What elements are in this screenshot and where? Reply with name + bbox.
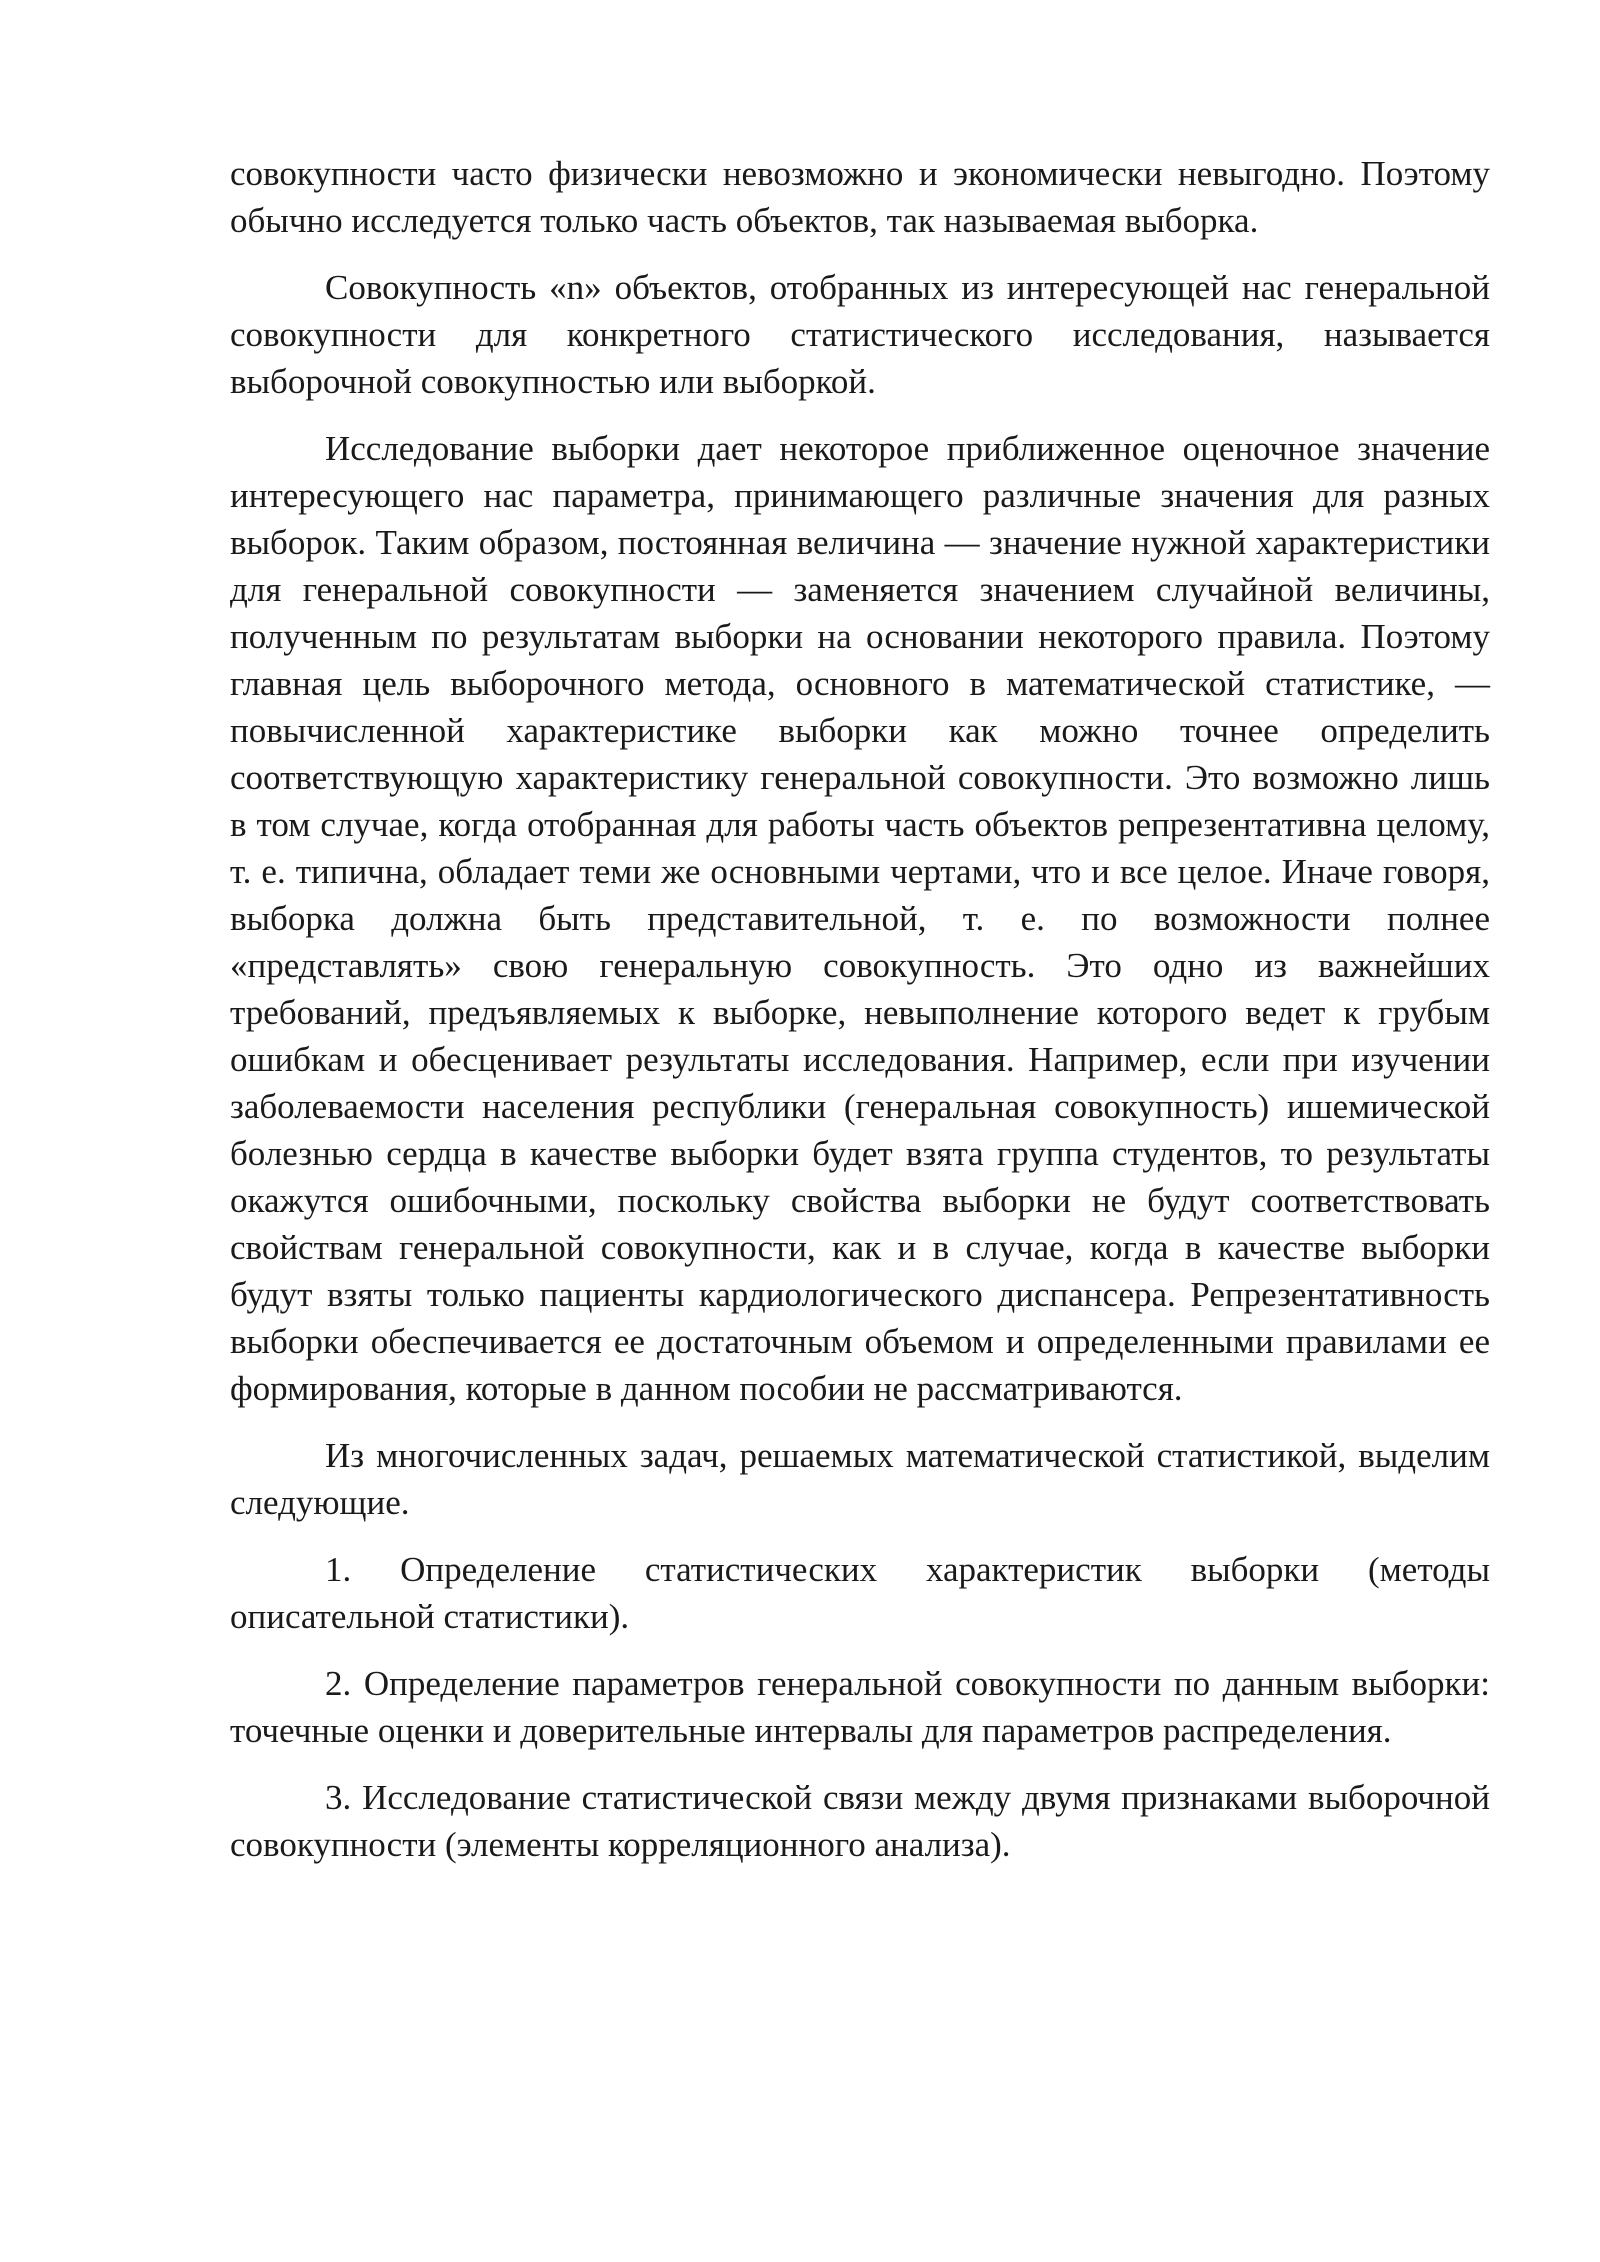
list-item-3: 3. Исследование статистической связи между двумя признаками выборочной совокупности (элементы корреляционного анализа). xyxy=(230,1778,1490,1864)
paragraph-sample-definition: Совокупность «n» объектов, отобранных из интересующей нас генеральной совокупности для конкретного статистического исследования, называется выборочной совокупностью или выборкой. xyxy=(230,268,1490,401)
list-item-2: 2. Определение параметров генеральной совокупности по данным выборки: точечные оценки и доверительные интервалы для параметров распределения. xyxy=(230,1664,1490,1750)
paragraph-continuation: совокупности часто физически невозможно и экономически невыгодно. Поэтому обычно исследуется только часть объектов, так называемая выборка. xyxy=(230,154,1490,240)
paragraph-sample-study: Исследование выборки дает некоторое приближенное оценочное значение интересующего нас параметра, принимающего различные значения для разных выборок. Таким образом, постоянная величина — значение нужной характеристики для генеральной совокупности — заменяется значением случайной величины, полученным по результатам выборки на основании некоторого правила. Поэтому главная цель выборочного метода, основного в математической статистике, — повычисленной характеристике выборки как можно точнее определить соответствующую характеристику генеральной совокупности. Это возможно лишь в том случае, когда отобранная для работы часть объектов репрезентативна целому, т. е. типична, обладает теми же основными чертами, что и все целое. Иначе говоря, выборка должна быть представительной, т. е. по возможности полнее «представлять» свою генеральную совокупность. Это одно из важнейших требований, предъявляемых к выборке, невыполнение которого ведет к грубым ошибкам и обесценивает результаты исследования. Например, если при изучении заболеваемости населения республики (генеральная совокупность) ишемической болезнью сердца в качестве выборки будет взята группа студентов, то результаты окажутся ошибочными, поскольку свойства выборки не будут соответствовать свойствам генеральной совокупности, как и в случае, когда в качестве выборки будут взяты только пациенты кардиологического диспансера. Репрезентативность выборки обеспечивается ее достаточным объемом и определенными правилами ее формирования, которые в данном пособии не рассматриваются. xyxy=(230,429,1490,1408)
document-page xyxy=(230,150,1490,1888)
list-item-1: 1. Определение статистических характеристик выборки (методы описательной статистики). xyxy=(230,1550,1490,1636)
paragraph-tasks-intro: Из многочисленных задач, решаемых математической статистикой, выделим следующие. xyxy=(230,1436,1490,1522)
